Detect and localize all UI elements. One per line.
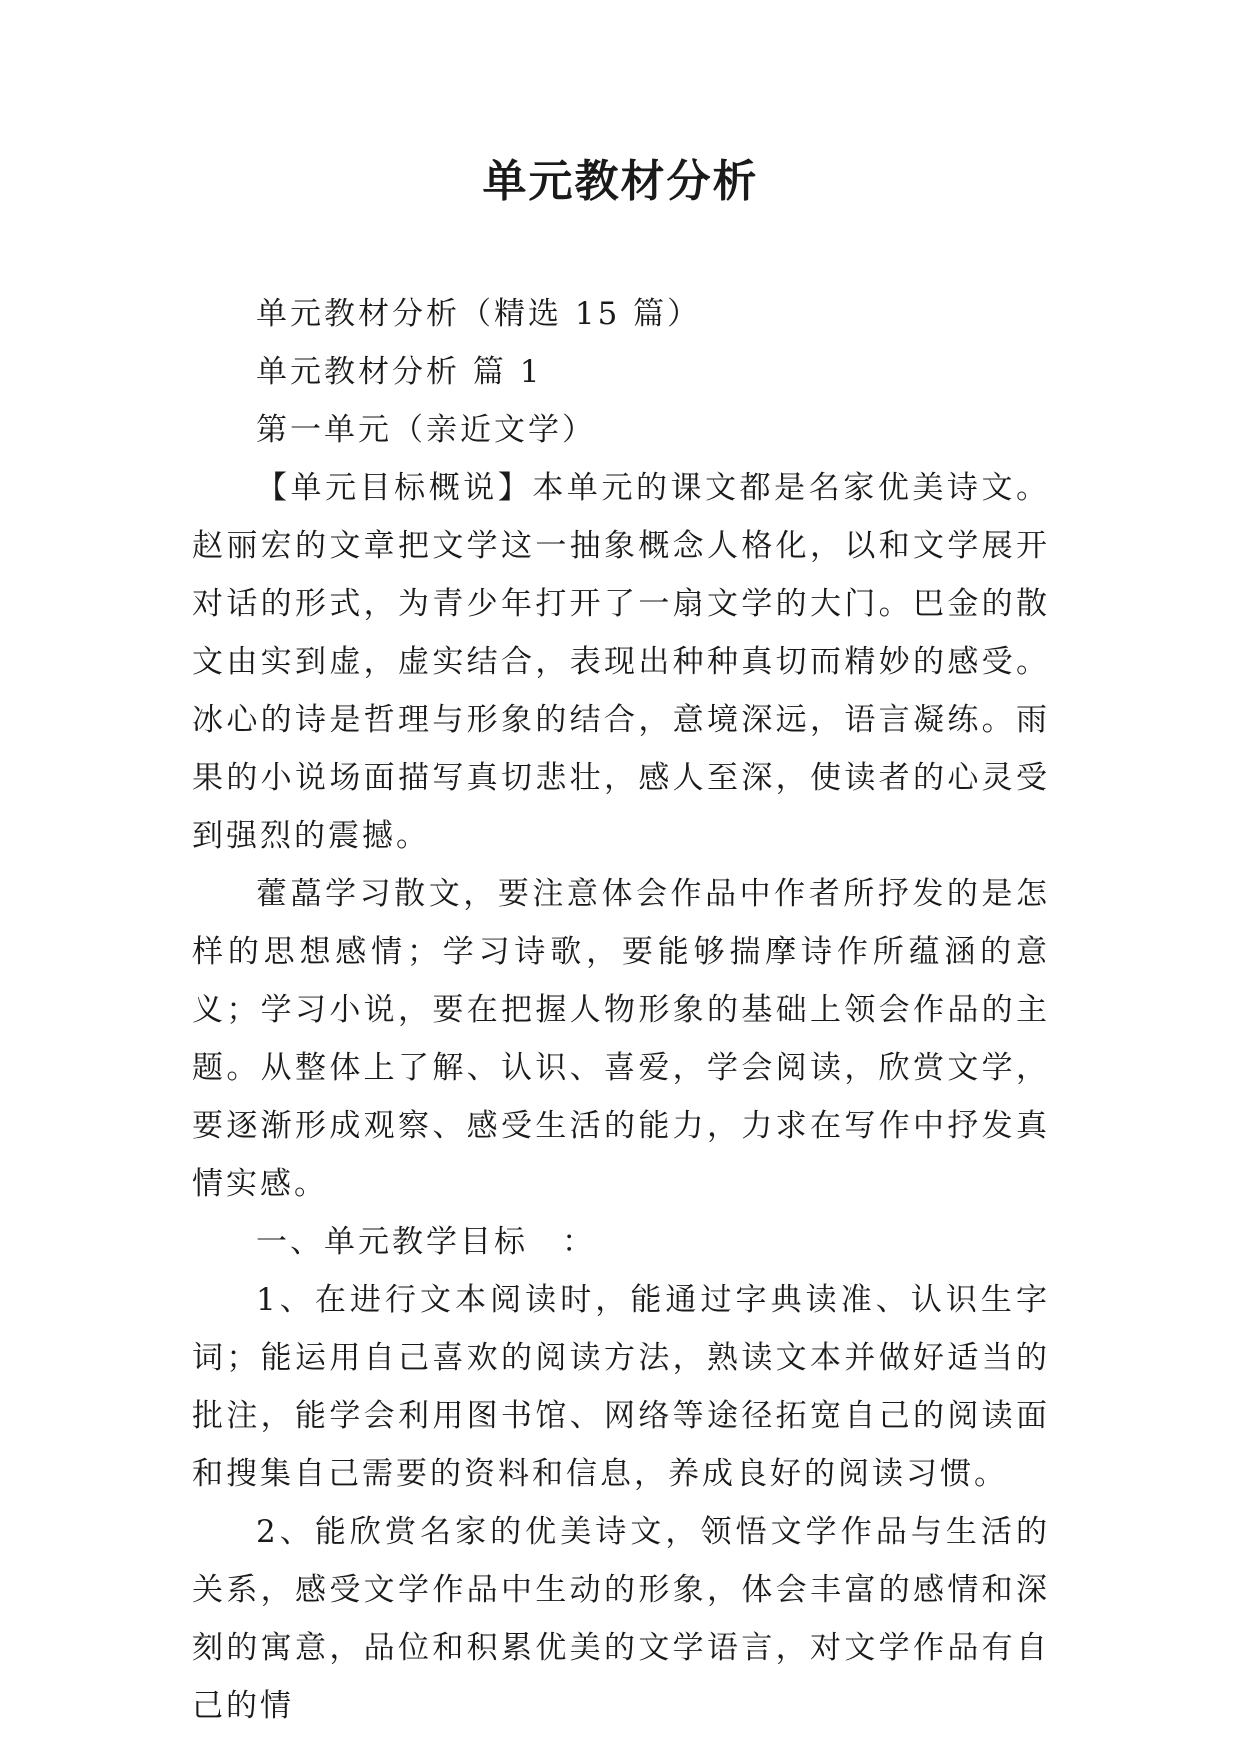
article-heading: 单元教材分析 篇 1 (256, 354, 543, 390)
document-title: 单元教材分析 (482, 156, 759, 207)
unit-goal-overview-paragraph: 【单元目标概说】本单元的课文都是名家优美诗文。赵丽宏的文章把文学这一抽象概念人格化，以和文学展开对话的形式，为青少年打开了一扇文学的大门。巴金的散文由实到虚，虚实结合，表现出种种真切而精妙的感受。冰心的诗是哲理与形象的结合，意境深远，语言凝练。雨果的小说场面描写真切悲壮，感人至深，使读者的心灵受到强烈的震撼。 (192, 470, 1050, 854)
teaching-goals-heading: 一、单元教学目标 ： (256, 1224, 596, 1260)
collection-subtitle: 单元教材分析（精选 15 篇） (256, 296, 702, 332)
study-method-paragraph: 藿藠学习散文，要注意体会作品中作者所抒发的是怎样的思想感情；学习诗歌，要能够揣摩诗作所蕴涵的意义；学习小说，要在把握人物形象的基础上领会作品的主题。从整体上了解、认识、喜爱，学会阅读，欣赏文学，要逐渐形成观察、感受生活的能力，力求在写作中抒发真情实感。 (192, 876, 1050, 1202)
unit-heading: 第一单元（亲近文学） (256, 412, 596, 448)
document-body (192, 285, 1050, 1735)
goal-item-2: 2、能欣赏名家的优美诗文，领悟文学作品与生活的关系，感受文学作品中生动的形象，体会丰富的感情和深刻的寓意，品位和积累优美的文学语言，对文学作品有自己的情 (192, 1514, 1050, 1724)
goal-item-1: 1、在进行文本阅读时，能通过字典读准、认识生字词；能运用自己喜欢的阅读方法，熟读文本并做好适当的批注，能学会利用图书馆、网络等途径拓宽自己的阅读面和搜集自己需要的资料和信息，养成良好的阅读习惯。 (192, 1282, 1050, 1492)
